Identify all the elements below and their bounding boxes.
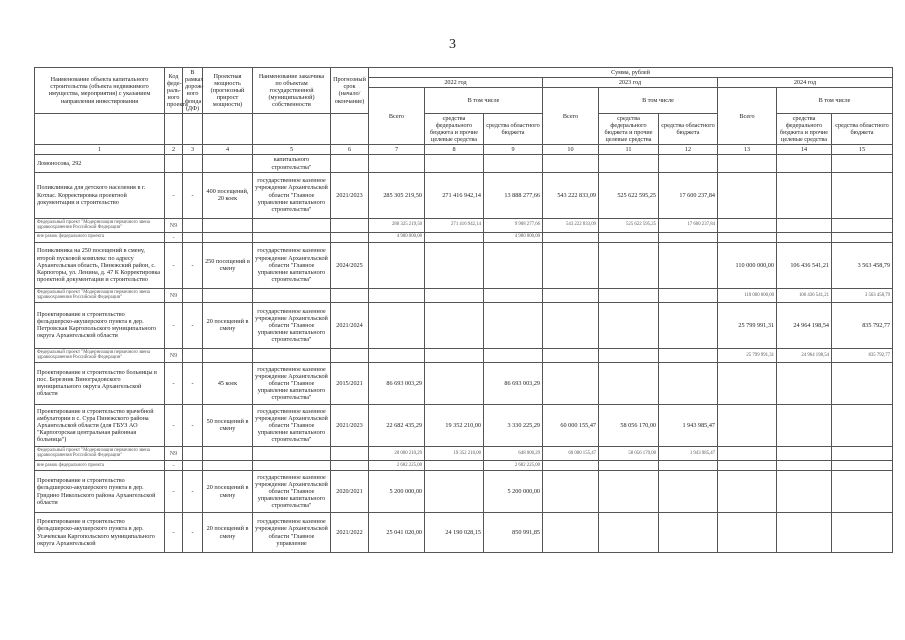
amount-cell [599, 155, 659, 172]
term-cell: 2021/2022 [331, 513, 369, 553]
amount-cell [718, 362, 777, 404]
column-number: 14 [777, 145, 832, 155]
customer-cell: государственное казенное учреждение Архангельской области "Главное управление капитального строительства" [253, 471, 331, 513]
amount-cell [425, 155, 484, 172]
amount-cell: 110 000 000,00 [718, 288, 777, 302]
column-number: 12 [659, 145, 718, 155]
term-cell [331, 348, 369, 362]
page-number: 3 [449, 37, 456, 52]
amount-cell: 22 682 435,29 [369, 404, 425, 446]
header-year-2024: 2024 год [718, 78, 893, 88]
header-customer: Наименование заказчика по объектам государственной (муниципальной) собственности [253, 68, 331, 114]
table-subrow [35, 348, 893, 362]
amount-cell [777, 404, 832, 446]
header-year-2022: 2022 год [369, 78, 543, 88]
amount-cell [599, 471, 659, 513]
table-row [35, 513, 893, 553]
object-name-cell: Поликлиника для детского населения в г. Котлас. Корректировка проектной документации и строительство [35, 172, 165, 218]
amount-cell [659, 232, 718, 242]
road-fund-cell: - [183, 362, 203, 404]
header-spacer [203, 113, 253, 145]
amount-cell [599, 348, 659, 362]
amount-cell [425, 242, 484, 288]
amount-cell [425, 348, 484, 362]
customer-cell: государственное казенное учреждение Архангельской области "Главное управление капитального строительства" [253, 242, 331, 288]
customer-cell: капитального строительства" [253, 155, 331, 172]
amount-cell [659, 513, 718, 553]
amount-cell: 285 305 219,50 [369, 172, 425, 218]
customer-cell [253, 446, 331, 460]
amount-cell [369, 288, 425, 302]
column-number: 13 [718, 145, 777, 155]
project-code-cell: - [165, 172, 183, 218]
amount-cell: 58 056 170,00 [599, 446, 659, 460]
amount-cell [777, 471, 832, 513]
project-code-cell: - [165, 232, 183, 242]
object-name-cell: Проектирование и строительство фельдшерско-акушерского пункта в дер. Усачевская Каргопольского муниципального округа Архангельской [35, 513, 165, 553]
term-cell: 2020/2021 [331, 471, 369, 513]
amount-cell: 543 222 833,09 [543, 172, 599, 218]
amount-cell: 13 888 277,66 [484, 172, 543, 218]
column-number: 6 [331, 145, 369, 155]
amount-cell [832, 460, 893, 470]
amount-cell [832, 218, 893, 232]
column-number: 5 [253, 145, 331, 155]
budget-table [34, 67, 893, 553]
header-regional-2023: средства областного бюджета [659, 113, 718, 145]
amount-cell: 525 622 595,25 [599, 218, 659, 232]
amount-cell: 1 943 985,47 [659, 446, 718, 460]
amount-cell [599, 232, 659, 242]
amount-cell [659, 242, 718, 288]
customer-cell: государственное казенное учреждение Архангельской области "Главное управление капитального строительства" [253, 404, 331, 446]
amount-cell: 525 622 595,25 [599, 172, 659, 218]
amount-cell: 110 000 000,00 [718, 242, 777, 288]
header-federal-2023: средства федерального бюджета и прочие целевые средства [599, 113, 659, 145]
amount-cell [659, 302, 718, 348]
project-code-cell: - [165, 460, 183, 470]
amount-cell [599, 288, 659, 302]
object-name-cell: Проектирование и строительство фельдшерско-акушерского пункта в дер. Гридино Никольского района Архангельской области [35, 471, 165, 513]
capacity-cell: 20 посещений в смену [203, 302, 253, 348]
amount-cell [777, 460, 832, 470]
amount-cell: 3 563 458,79 [832, 288, 893, 302]
amount-cell [832, 513, 893, 553]
road-fund-cell: - [183, 513, 203, 553]
amount-cell: 20 000 210,29 [369, 446, 425, 460]
road-fund-cell: - [183, 242, 203, 288]
column-number: 3 [183, 145, 203, 155]
road-fund-cell [183, 288, 203, 302]
term-cell: 2024/2025 [331, 242, 369, 288]
amount-cell: 2 682 225,00 [369, 460, 425, 470]
table-row [35, 471, 893, 513]
header-including-2024: В том числе [777, 88, 893, 114]
amount-cell [832, 155, 893, 172]
table-row [35, 362, 893, 404]
amount-cell [543, 155, 599, 172]
amount-cell: 60 000 155,47 [543, 446, 599, 460]
customer-cell [253, 460, 331, 470]
amount-cell [484, 348, 543, 362]
term-cell [331, 460, 369, 470]
term-cell [331, 155, 369, 172]
header-spacer [183, 113, 203, 145]
amount-cell: 4 980 000,00 [369, 232, 425, 242]
amount-cell: 58 056 170,00 [599, 404, 659, 446]
column-number: 8 [425, 145, 484, 155]
object-name-cell: вне рамок федерального проекта [35, 460, 165, 470]
project-code-cell: - [165, 242, 183, 288]
amount-cell [369, 155, 425, 172]
object-name-cell: Федеральный проект "Модернизация первичного звена здравоохранения Российской Федерации" [35, 218, 165, 232]
amount-cell: 60 000 155,47 [543, 404, 599, 446]
header-federal-2022: средства федерального бюджета и прочие целевые средства [425, 113, 484, 145]
term-cell: 2015/2021 [331, 362, 369, 404]
object-name-cell: Федеральный проект "Модернизация первичного звена здравоохранения Российской Федерации" [35, 446, 165, 460]
road-fund-cell: - [183, 302, 203, 348]
road-fund-cell [183, 460, 203, 470]
road-fund-cell [183, 155, 203, 172]
table-subrow [35, 446, 893, 460]
header-federal-2024: средства федерального бюджета и прочие целевые средства [777, 113, 832, 145]
amount-cell [777, 446, 832, 460]
amount-cell [369, 302, 425, 348]
road-fund-cell [183, 446, 203, 460]
amount-cell: 24 964 198,54 [777, 348, 832, 362]
customer-cell: государственное казенное учреждение Архангельской области "Главное управление капитального строительства" [253, 302, 331, 348]
road-fund-cell: - [183, 404, 203, 446]
amount-cell [484, 242, 543, 288]
object-name-cell: Проектирование и строительство больницы в пос. Березник Виноградовского муниципального округа Архангельской области [35, 362, 165, 404]
project-code-cell: - [165, 302, 183, 348]
amount-cell [599, 302, 659, 348]
road-fund-cell [183, 232, 203, 242]
amount-cell [718, 404, 777, 446]
amount-cell: 3 330 225,29 [484, 404, 543, 446]
object-name-cell: Федеральный проект "Модернизация первичного звена здравоохранения Российской Федерации" [35, 348, 165, 362]
amount-cell [425, 362, 484, 404]
amount-cell: 3 563 458,79 [832, 242, 893, 288]
amount-cell [543, 348, 599, 362]
amount-cell [484, 288, 543, 302]
amount-cell: 271 416 942,14 [425, 218, 484, 232]
customer-cell [253, 232, 331, 242]
project-code-cell: N9 [165, 446, 183, 460]
amount-cell: 17 600 237,84 [659, 218, 718, 232]
project-code-cell: - [165, 362, 183, 404]
capacity-cell: 400 посещений, 20 коек [203, 172, 253, 218]
amount-cell: 86 693 003,29 [484, 362, 543, 404]
amount-cell [777, 232, 832, 242]
amount-cell: 280 325 219,50 [369, 218, 425, 232]
capacity-cell: 50 посещений в смену [203, 404, 253, 446]
term-cell [331, 446, 369, 460]
amount-cell: 4 980 000,00 [484, 232, 543, 242]
amount-cell [777, 362, 832, 404]
project-code-cell: N9 [165, 348, 183, 362]
amount-cell: 86 693 003,29 [369, 362, 425, 404]
project-code-cell [165, 155, 183, 172]
amount-cell: 25 799 991,31 [718, 348, 777, 362]
header-including-2023: В том числе [599, 88, 718, 114]
term-cell: 2021/2024 [331, 302, 369, 348]
header-code: Код феде-раль-ного проекта [165, 68, 183, 114]
project-code-cell: N9 [165, 288, 183, 302]
header-capacity: Проектная мощность (прогнозный прирост мощности) [203, 68, 253, 114]
project-code-cell: - [165, 404, 183, 446]
capacity-cell: 20 посещений в смену [203, 471, 253, 513]
amount-cell [599, 460, 659, 470]
amount-cell: 17 600 237,84 [659, 172, 718, 218]
amount-cell [543, 232, 599, 242]
amount-cell [659, 460, 718, 470]
amount-cell [718, 513, 777, 553]
capacity-cell [203, 348, 253, 362]
customer-cell: государственное казенное учреждение Архангельской области "Главное управление капитального строительства" [253, 362, 331, 404]
capacity-cell: 45 коек [203, 362, 253, 404]
amount-cell [718, 446, 777, 460]
customer-cell [253, 218, 331, 232]
amount-cell [484, 302, 543, 348]
amount-cell: 835 792,77 [832, 348, 893, 362]
table-header [35, 68, 893, 155]
amount-cell [543, 302, 599, 348]
amount-cell [832, 446, 893, 460]
amount-cell [425, 232, 484, 242]
object-name-cell: Федеральный проект "Модернизация первичного звена здравоохранения Российской Федерации" [35, 288, 165, 302]
header-regional-2024: средства областного бюджета [832, 113, 893, 145]
customer-cell: государственное казенное учреждение Архангельской области "Главное управление капитального строительства" [253, 172, 331, 218]
amount-cell [425, 460, 484, 470]
header-spacer [253, 113, 331, 145]
amount-cell: 5 200 000,00 [484, 471, 543, 513]
amount-cell [777, 172, 832, 218]
header-road-fund: В рамках дорож-ного фонда (ДФ) [183, 68, 203, 114]
capacity-cell [203, 232, 253, 242]
table-body [35, 155, 893, 553]
amount-cell [718, 218, 777, 232]
amount-cell: 25 799 991,31 [718, 302, 777, 348]
amount-cell: 19 352 210,00 [425, 404, 484, 446]
object-name-cell: Проектирование и строительство фельдшерско-акушерского пункта в дер. Петровская Каргопольского муниципального округа Архангельской области [35, 302, 165, 348]
amount-cell [659, 362, 718, 404]
term-cell: 2021/2023 [331, 172, 369, 218]
amount-cell [659, 288, 718, 302]
header-term: Прогнозный срок (начало/окончание) [331, 68, 369, 114]
amount-cell [425, 471, 484, 513]
amount-cell [484, 155, 543, 172]
column-number: 10 [543, 145, 599, 155]
amount-cell [718, 155, 777, 172]
amount-cell [543, 288, 599, 302]
column-number: 9 [484, 145, 543, 155]
customer-cell: государственное казенное учреждение Архангельской области "Главное управление [253, 513, 331, 553]
amount-cell [718, 232, 777, 242]
amount-cell [777, 218, 832, 232]
column-number: 11 [599, 145, 659, 155]
column-number: 1 [35, 145, 165, 155]
amount-cell [832, 471, 893, 513]
table-subrow [35, 460, 893, 470]
amount-cell [543, 471, 599, 513]
customer-cell [253, 348, 331, 362]
table-row [35, 404, 893, 446]
amount-cell: 25 041 020,00 [369, 513, 425, 553]
term-cell [331, 218, 369, 232]
amount-cell: 1 943 985,47 [659, 404, 718, 446]
amount-cell [369, 348, 425, 362]
table-subrow [35, 232, 893, 242]
capacity-cell [203, 155, 253, 172]
amount-cell [543, 362, 599, 404]
capacity-cell [203, 460, 253, 470]
amount-cell: 648 000,29 [484, 446, 543, 460]
amount-cell [718, 172, 777, 218]
amount-cell: 850 991,85 [484, 513, 543, 553]
amount-cell [543, 242, 599, 288]
column-number: 4 [203, 145, 253, 155]
header-regional-2022: средства областного бюджета [484, 113, 543, 145]
capacity-cell: 250 посещений в смену [203, 242, 253, 288]
road-fund-cell [183, 218, 203, 232]
header-total-2022: Всего [369, 88, 425, 145]
road-fund-cell [183, 348, 203, 362]
amount-cell: 106 436 541,21 [777, 288, 832, 302]
table-row [35, 155, 893, 172]
header-spacer [35, 113, 165, 145]
object-name-cell: Поликлиника на 250 посещений в смену, второй пусковой комплекс по адресу Архангельская область, Пинежский район, с. Карпогоры, ул. Ленина, д. 47 К Корректировка проектной документации и строительство [35, 242, 165, 288]
capacity-cell [203, 446, 253, 460]
amount-cell [777, 513, 832, 553]
amount-cell [425, 288, 484, 302]
amount-cell [659, 348, 718, 362]
table-subrow [35, 218, 893, 232]
column-number: 15 [832, 145, 893, 155]
amount-cell: 5 200 000,00 [369, 471, 425, 513]
header-year-2023: 2023 год [543, 78, 718, 88]
amount-cell [777, 155, 832, 172]
table-subrow [35, 288, 893, 302]
amount-cell: 835 792,77 [832, 302, 893, 348]
object-name-cell: Проектирование и строительство врачебной амбулатории в с. Сура Пинежского района Архангельской области (для ГБУЗ АО "Карпогорская центральная районная больница") [35, 404, 165, 446]
header-total-2024: Всего [718, 88, 777, 145]
amount-cell: 271 416 942,14 [425, 172, 484, 218]
amount-cell: 9 908 277,66 [484, 218, 543, 232]
project-code-cell: N9 [165, 218, 183, 232]
amount-cell: 543 222 833,09 [543, 218, 599, 232]
object-name-cell: Ломоносова, 292 [35, 155, 165, 172]
road-fund-cell: - [183, 172, 203, 218]
amount-cell [832, 404, 893, 446]
amount-cell [718, 460, 777, 470]
table-row [35, 302, 893, 348]
amount-cell [369, 242, 425, 288]
amount-cell [659, 155, 718, 172]
amount-cell [718, 471, 777, 513]
amount-cell [832, 362, 893, 404]
table-row [35, 242, 893, 288]
amount-cell: 2 682 225,00 [484, 460, 543, 470]
capacity-cell: 20 посещений в смену [203, 513, 253, 553]
road-fund-cell: - [183, 471, 203, 513]
header-including-2022: В том числе [425, 88, 543, 114]
project-code-cell: - [165, 471, 183, 513]
amount-cell [543, 513, 599, 553]
capacity-cell [203, 288, 253, 302]
header-sum-title: Сумма, рублей [369, 68, 893, 78]
amount-cell [599, 242, 659, 288]
object-name-cell: вне рамок федерального проекта [35, 232, 165, 242]
term-cell [331, 232, 369, 242]
amount-cell: 24 190 028,15 [425, 513, 484, 553]
term-cell: 2021/2023 [331, 404, 369, 446]
column-number: 2 [165, 145, 183, 155]
amount-cell: 24 964 198,54 [777, 302, 832, 348]
table-row [35, 172, 893, 218]
header-name: Наименование объекта капитального строительства (объекта недвижимого имущества, мероприятия) с указанием направления инвестирования [35, 68, 165, 114]
amount-cell [832, 232, 893, 242]
amount-cell [543, 460, 599, 470]
amount-cell: 19 352 210,00 [425, 446, 484, 460]
header-total-2023: Всего [543, 88, 599, 145]
amount-cell [599, 362, 659, 404]
capacity-cell [203, 218, 253, 232]
header-spacer [165, 113, 183, 145]
column-number-row [35, 145, 893, 155]
amount-cell [659, 471, 718, 513]
amount-cell: 106 436 541,21 [777, 242, 832, 288]
amount-cell [425, 302, 484, 348]
customer-cell [253, 288, 331, 302]
column-number: 7 [369, 145, 425, 155]
project-code-cell: - [165, 513, 183, 553]
header-spacer [331, 113, 369, 145]
term-cell [331, 288, 369, 302]
amount-cell [832, 172, 893, 218]
amount-cell [599, 513, 659, 553]
